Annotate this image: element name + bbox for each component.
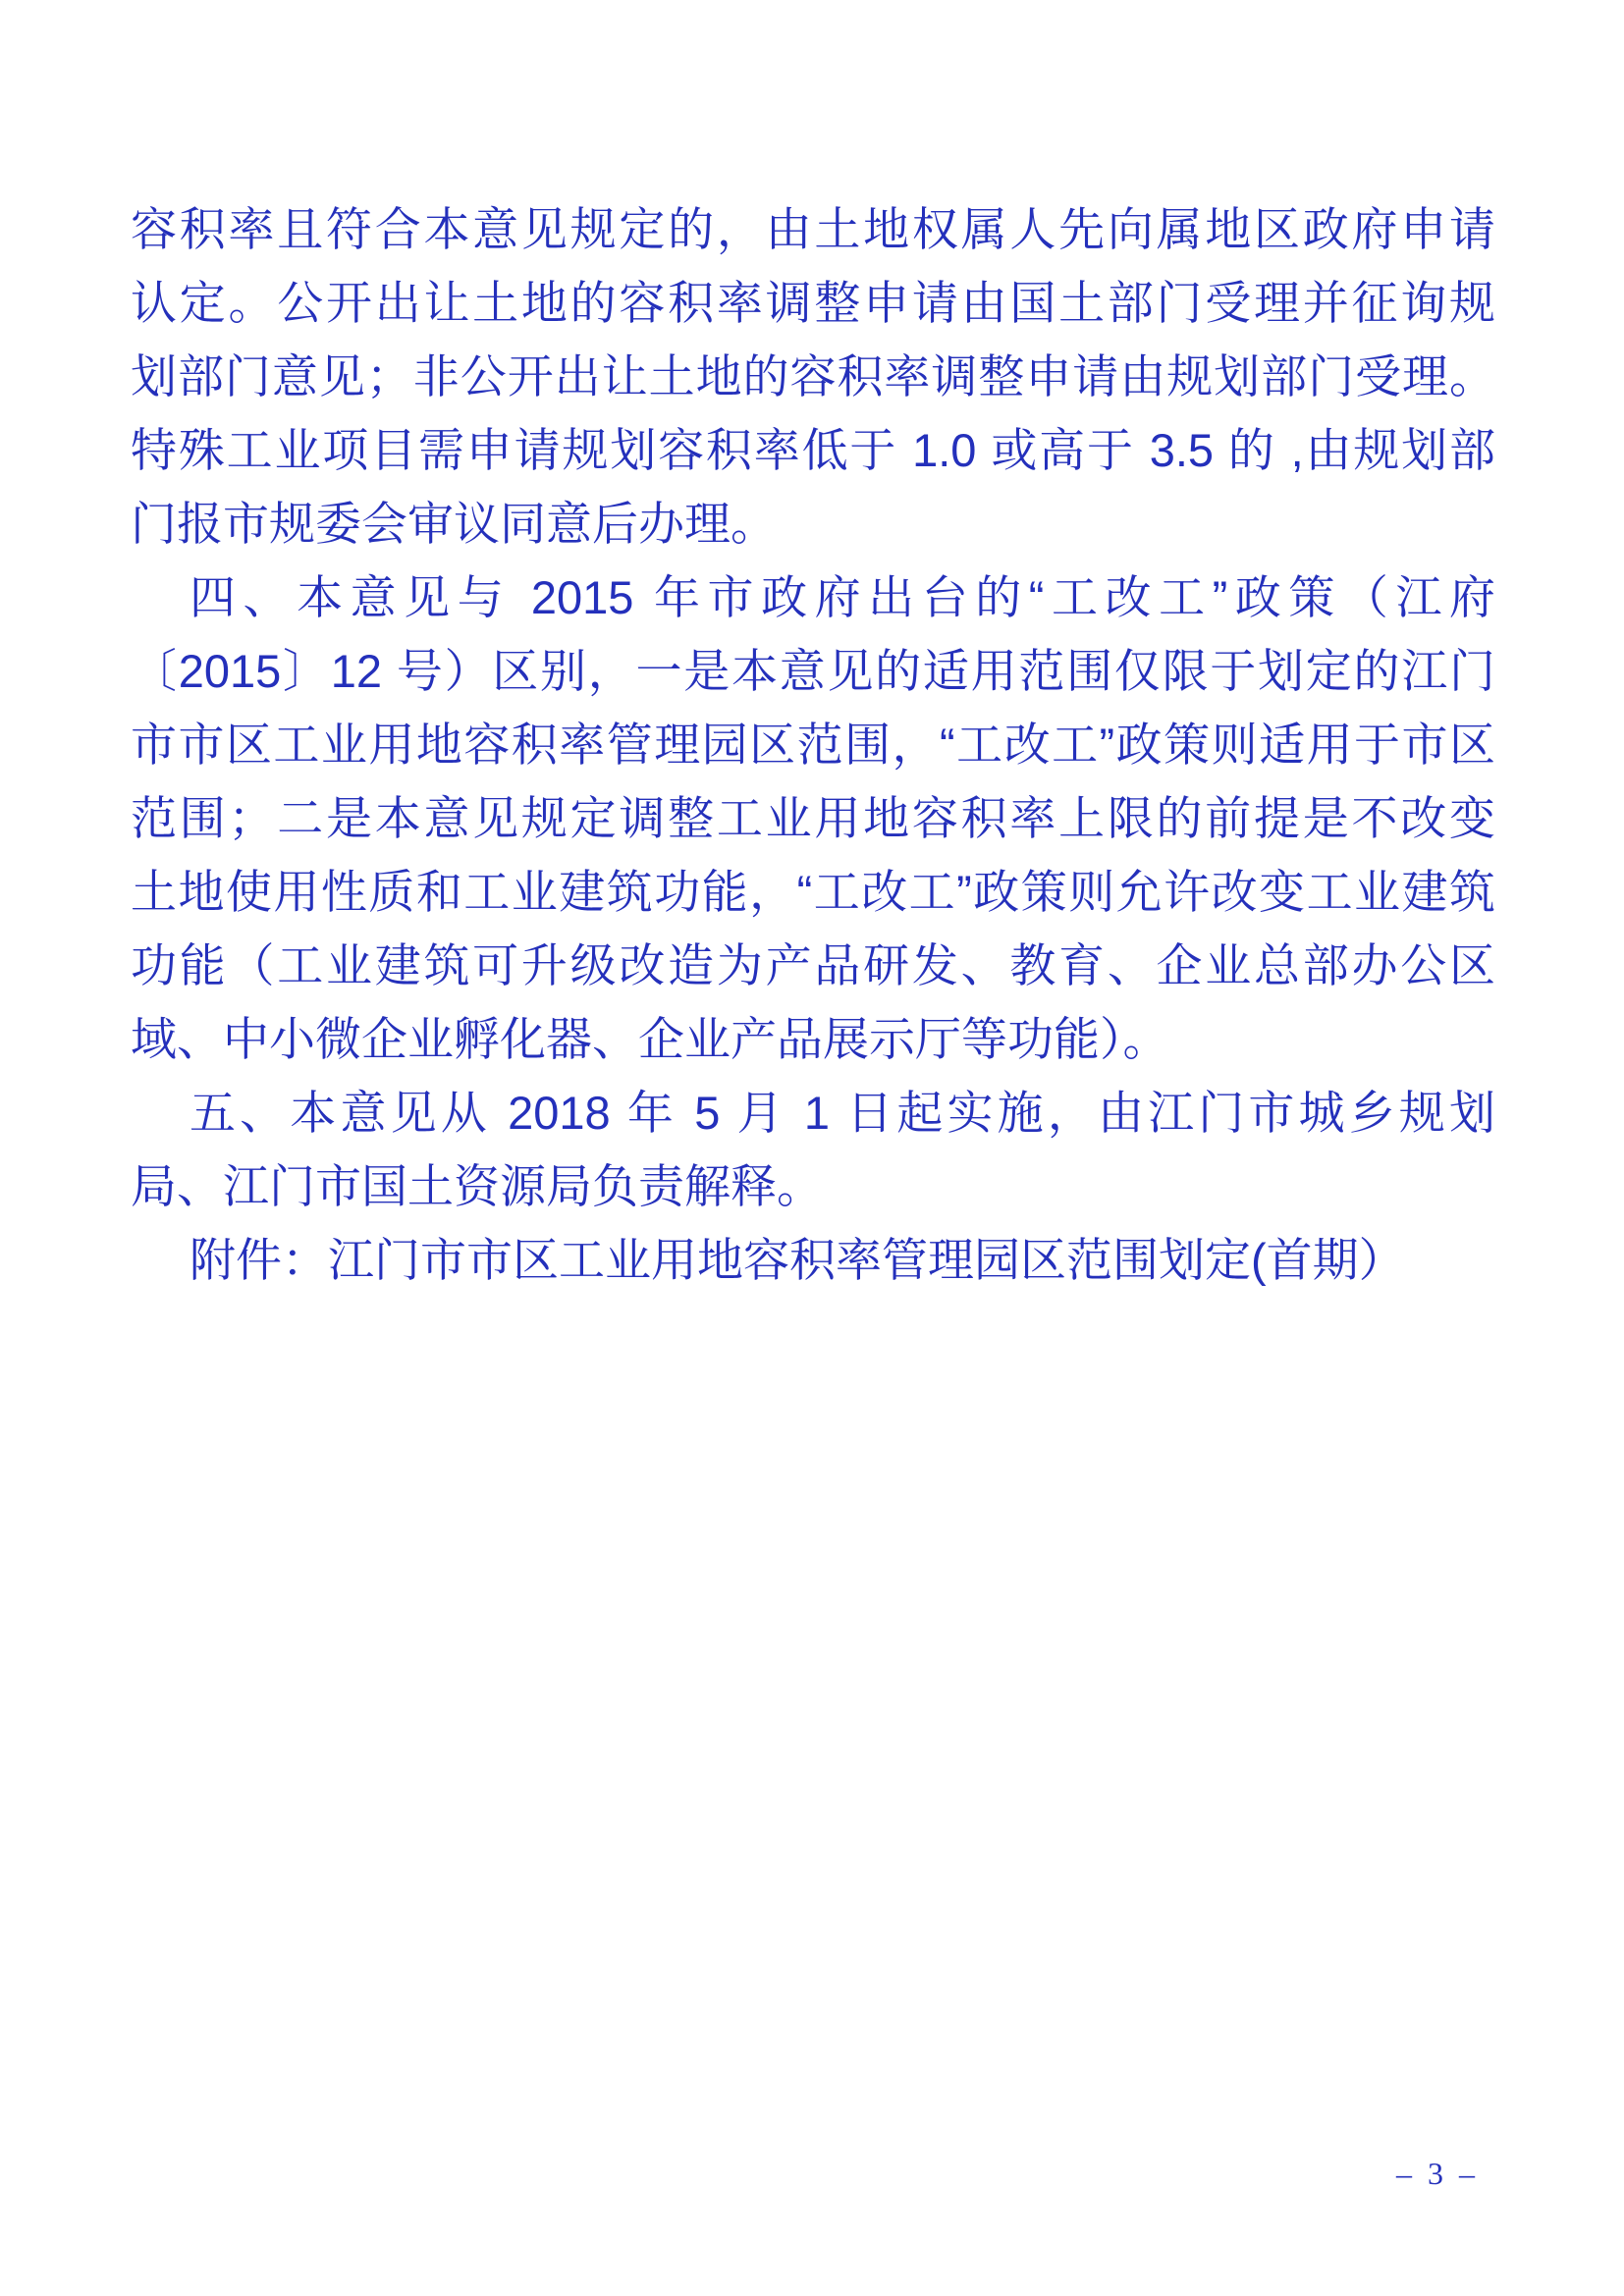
doc-line-14: 局、江门市国土资源局负责解释。 xyxy=(131,1160,823,1212)
doc-line-3: 划部门意见；非公开出让土地的容积率调整申请由规划部门受理。 xyxy=(131,350,1495,402)
doc-line-15: 附件：江门市市区工业用地容积率管理园区范围划定(首期） xyxy=(189,1234,1405,1286)
doc-line-7: 〔2015〕12 号）区别，一是本意见的适用范围仅限于划定的江门 xyxy=(131,645,1495,697)
doc-line-5: 门报市规委会审议同意后办理。 xyxy=(131,498,777,550)
doc-line-6: 四、本意见与 2015 年市政府出台的“工改工”政策（江府 xyxy=(189,571,1495,623)
doc-line-10: 土地使用性质和工业建筑功能，“工改工”政策则允许改变工业建筑 xyxy=(131,866,1495,918)
page-number: – 3 – xyxy=(1396,2156,1479,2191)
doc-line-8: 市市区工业用地容积率管理园区范围，“工改工”政策则适用于市区 xyxy=(131,719,1495,771)
doc-line-1: 容积率且符合本意见规定的，由土地权属人先向属地区政府申请 xyxy=(131,203,1495,255)
doc-line-9: 范围；二是本意见规定调整工业用地容积率上限的前提是不改变 xyxy=(131,792,1495,844)
doc-line-4: 特殊工业项目需申请规划容积率低于 1.0 或高于 3.5 的 ,由规划部 xyxy=(131,424,1495,476)
document-body xyxy=(131,192,1495,1297)
doc-line-12: 域、中小微企业孵化器、企业产品展示厅等功能）。 xyxy=(131,1013,1169,1065)
doc-line-13: 五、本意见从 2018 年 5 月 1 日起实施，由江门市城乡规划 xyxy=(189,1087,1495,1139)
doc-line-2: 认定。公开出让土地的容积率调整申请由国土部门受理并征询规 xyxy=(131,277,1495,329)
doc-line-11: 功能（工业建筑可升级改造为产品研发、教育、企业总部办公区 xyxy=(131,939,1495,991)
